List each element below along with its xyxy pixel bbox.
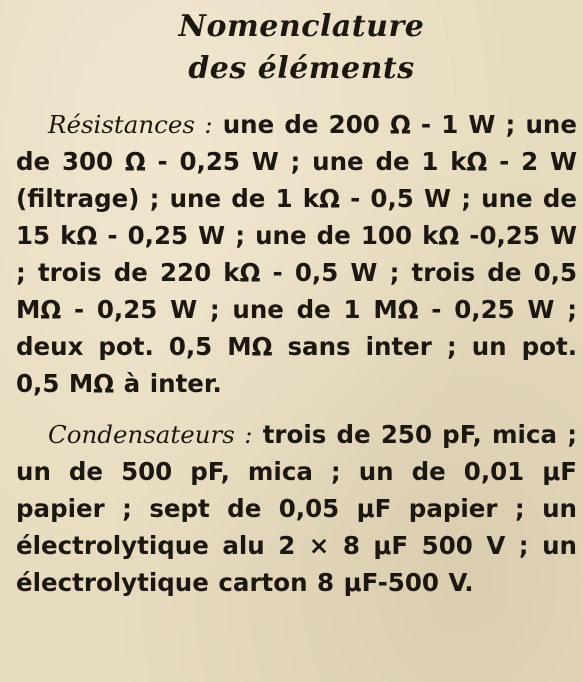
resistances-paragraph	[16, 106, 577, 402]
section-heading	[16, 6, 577, 90]
condensateurs-paragraph	[16, 416, 577, 601]
heading-line-1: Nomenclature	[178, 9, 425, 44]
condensateurs-label: Condensateurs :	[48, 420, 253, 449]
resistances-label: Résistances :	[48, 110, 213, 139]
heading-line-2: des éléments	[188, 51, 415, 86]
condensateurs-text: trois de 250 pF, mica ; un de 500 pF, mica ; un de 0,01 μF papier ; sept de 0,05 μF papier ; un électrolytique alu 2 × 8 μF 500 V ; un électrolytique carton 8 μF-500 V.	[16, 420, 577, 597]
resistances-text: une de 200 Ω - 1 W ; une de 300 Ω - 0,25 W ; une de 1 kΩ - 2 W (filtrage) ; une de 1 kΩ - 0,5 W ; une de 15 kΩ - 0,25 W ; une de 100 kΩ -0,25 W ; trois de 220 kΩ - 0,5 W ; trois de 0,5 MΩ - 0,25 W ; une de 1 MΩ - 0,25 W ; deux pot. 0,5 MΩ sans inter ; un pot. 0,5 MΩ à inter.	[16, 110, 577, 398]
